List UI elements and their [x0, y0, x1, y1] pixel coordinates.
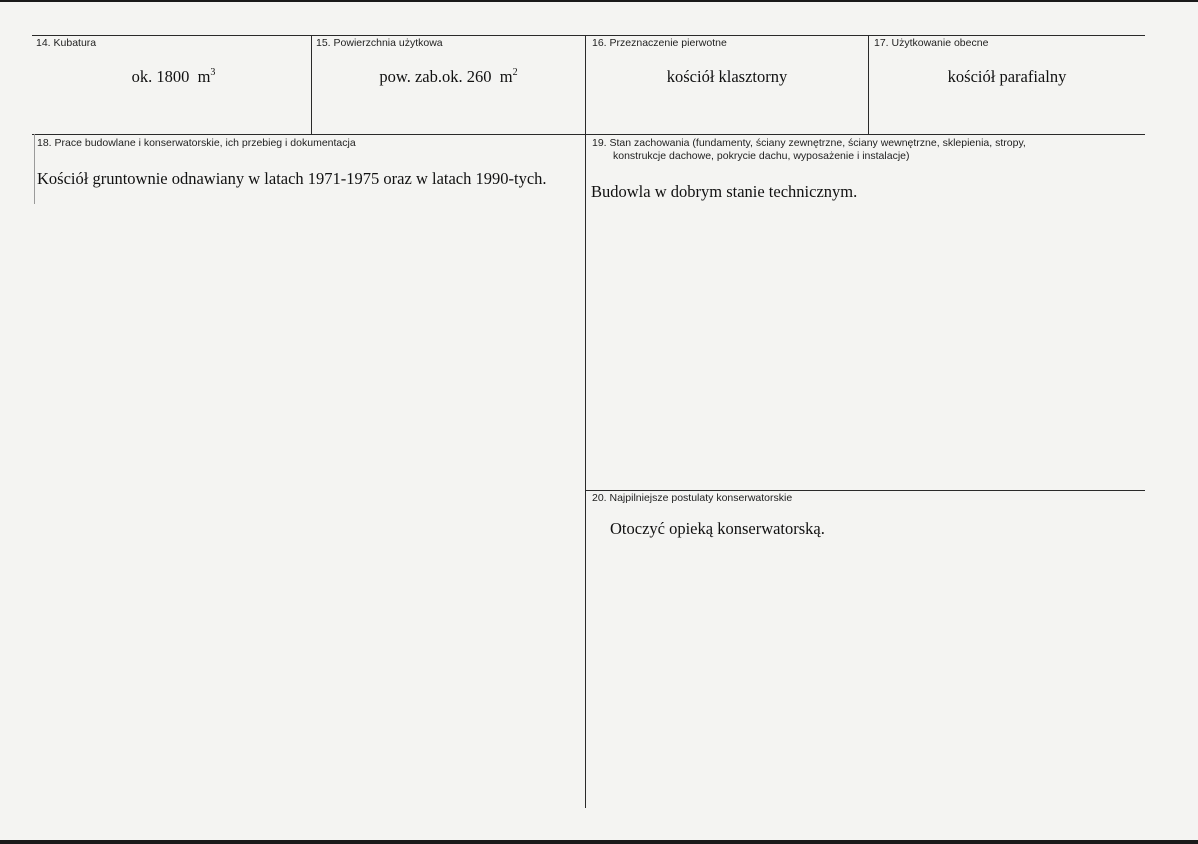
field-19-value: Budowla w dobrym stanie technicznym.: [591, 182, 858, 201]
field-18-value: Kościół gruntownie odnawiany w latach 1971-1975 oraz w latach 1990-tych.: [37, 169, 547, 188]
rule-top: [32, 35, 1145, 36]
rule-section20-top: [586, 490, 1145, 491]
field-14-number: ok. 1800: [131, 67, 190, 86]
field-16-label: 16. Przeznaczenie pierwotne: [592, 37, 727, 49]
field-15-value: [312, 67, 585, 87]
field-20-label: 20. Najpilniejsze postulaty konserwatorskie: [592, 492, 793, 504]
field-18-label: 18. Prace budowlane i konserwatorskie, ich przebieg i dokumentacja: [37, 137, 356, 149]
top-edge: [0, 0, 1198, 2]
field-19-label-line2: konstrukcje dachowe, pokrycie dachu, wyposażenie i instalacje): [613, 150, 910, 162]
field-15-label: 15. Powierzchnia użytkowa: [316, 37, 443, 49]
field-17-label: 17. Użytkowanie obecne: [874, 37, 989, 49]
field-14-label: 14. Kubatura: [36, 37, 97, 49]
field-15-unit: m: [499, 67, 513, 86]
rule-left-faint: [34, 134, 35, 204]
field-17-value: kościół parafialny: [947, 67, 1067, 86]
field-19-label-line1: 19. Stan zachowania (fundamenty, ściany zewnętrzne, ściany wewnętrzne, sklepienia, stropy,: [592, 137, 1026, 149]
bottom-edge: [0, 840, 1198, 844]
rule-row1-bottom: [32, 134, 1145, 135]
field-14-exponent: 3: [210, 67, 216, 78]
field-14-unit: m: [197, 67, 211, 86]
field-16-value: kościół klasztorny: [666, 67, 788, 86]
field-20-value: Otoczyć opieką konserwatorską.: [610, 519, 825, 538]
rule-col2: [585, 35, 586, 808]
field-15-text: pow. zab.ok. 260: [379, 67, 492, 86]
field-15-exponent: 2: [512, 67, 518, 78]
field-14-value: [36, 67, 311, 87]
